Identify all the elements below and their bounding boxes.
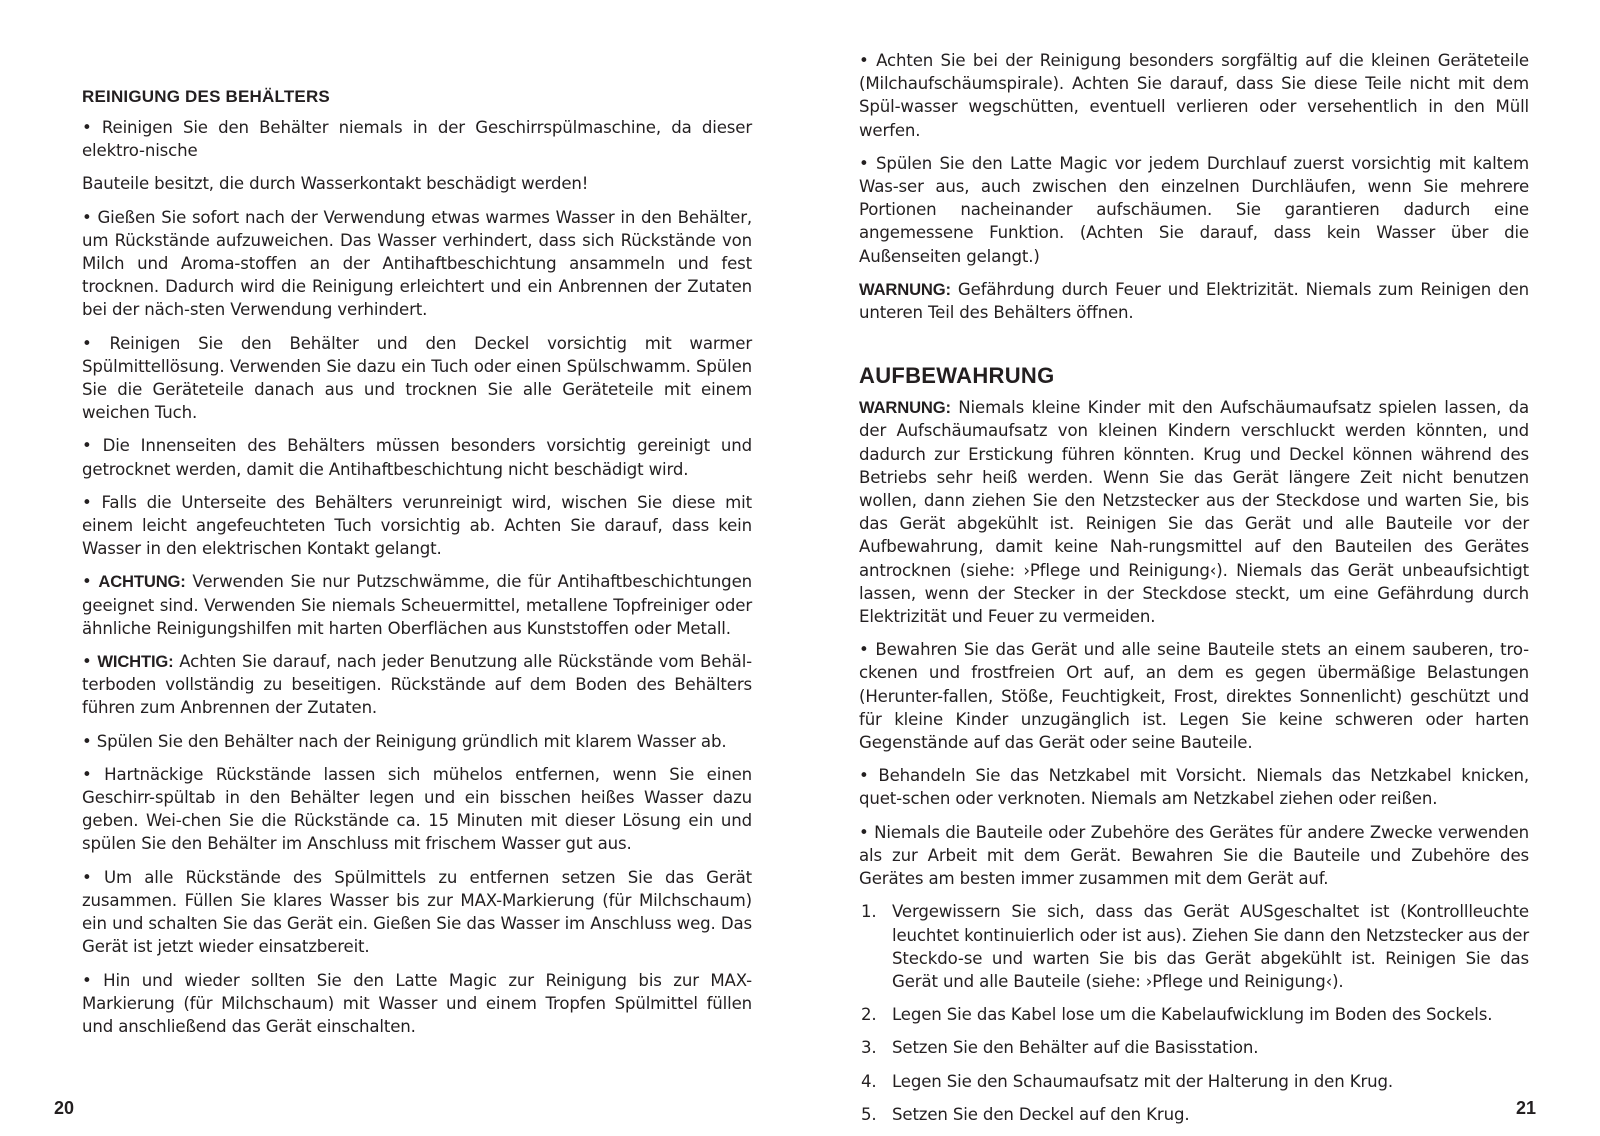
wichtig-label: WICHTIG: [97,652,174,672]
page-number-right: 21 [1515,1098,1536,1118]
paragraph: • Spülen Sie den Latte Magic vor jedem Durchlauf zuerst vorsichtig mit kaltem Was-ser aus, auch zwischen den einzelnen Durchläufen, wenn Sie mehrere Portionen nacheinander aufschäumen. Sie garantieren dadurch eine angemessene Funktion. (Achten Sie darauf, dass kein Wasser über die Außenseiten gelangt.) [859,153,1529,266]
paragraph-text: Niemals kleine Kinder mit den Aufschäumaufsatz spielen lassen, da der Aufschäumaufsatz von kleinen Kindern verschluckt werden könnten, und dadurch zur Erstickung führen könnten. Krug und Deckel können während des Betriebs sehr heiß werden. Wenn Sie das Gerät längere Zeit nicht benutzen wollen, dann ziehen Sie den Netzstecker aus der Steckdose und warten Sie, bis das Gerät abgekühlt ist. Reinigen Sie das Gerät und alle Bauteile vor der Aufbewahrung, damit keine Nah-rungsmittel auf den Bauteilen des Gerätes antrocknen (siehe: ›Pflege und Reinigung‹). Niemals das Gerät unbeaufsichtigt lassen, wenn der Stecker in der Steckdose steckt, um eine Gefährdung durch Elektrizität und Feuer zu vermeiden. [859,398,1529,627]
step-text: Setzen Sie den Behälter auf die Basisstation. [892,1038,1259,1058]
paragraph-text: Achten Sie darauf, nach jeder Benutzung alle Rückstände vom Behäl-terboden vollständig zu beseitigen. Rückstände auf dem Boden des Behälters führen zum Anbrennen der Zutaten. [82,652,752,718]
paragraph: • Reinigen Sie den Behälter und den Deckel vorsichtig mit warmer Spülmittellösung. Verwenden Sie dazu ein Tuch oder einen Spülschwamm. Spülen Sie die Geräteteile danach aus und trocknen Sie alle Geräteteile mit einem weichen Tuch. [82,333,752,423]
steps-list [859,900,1529,1126]
paragraph: • Falls die Unterseite des Behälters verunreinigt wird, wischen Sie diese mit einem leicht angefeuchteten Tuch vorsichtig ab. Achten Sie darauf, dass kein Wasser in den elektrischen Kontakt gelangt. [82,492,752,559]
paragraph: • Reinigen Sie den Behälter niemals in der Geschirrspülmaschine, da dieser elektro-nische [82,118,752,161]
paragraph: • Um alle Rückstände des Spülmittels zu entfernen setzen Sie das Gerät zusammen. Füllen Sie klares Wasser bis zur MAX-Markierung (für Milchschaum) ein und schalten Sie das Gerät ein. Gießen Sie das Wasser im Anschluss weg. Das Gerät ist jetzt wieder einsatzbereit. [82,867,752,957]
section-title-reinigung: REINIGUNG DES BEHÄLTERS [82,87,330,106]
paragraph-text: Verwenden Sie nur Putzschwämme, die für Antihaftbeschichtungen geeignet sind. Verwenden Sie niemals Scheuermittel, metallene Topfreiniger oder ähnliche Reinigungshilfen mit harten Oberflächen aus Kunststoffen oder Metall. [82,572,752,638]
right-column [859,49,1529,1136]
bullet: • [82,572,99,592]
right-page [800,0,1600,1136]
step-text: Setzen Sie den Deckel auf den Krug. [892,1104,1190,1124]
step-text: Vergewissern Sie sich, dass das Gerät AUSgeschaltet ist (Kontrollleuchte leuchtet kontinuierlich oder ist aus). Ziehen Sie dann den Netzstecker aus der Steckdo-se und warten Sie bis das Gerät abgekühlt ist. Reinigen Sie das Gerät und alle Bauteile (siehe: ›Pflege und Reinigung‹). [892,902,1529,991]
paragraph: • Niemals die Bauteile oder Zubehöre des Gerätes für andere Zwecke verwenden als zur Arbeit mit dem Gerät. Bewahren Sie die Bauteile und Zubehöre des Gerätes am besten immer zusammen mit dem Gerät auf. [859,822,1529,889]
left-column [82,86,752,1048]
step-text: Legen Sie den Schaumaufsatz mit der Halterung in den Krug. [892,1071,1394,1091]
paragraph: • Spülen Sie den Behälter nach der Reinigung gründlich mit klarem Wasser ab. [82,731,727,751]
paragraph: • Hartnäckige Rückstände lassen sich mühelos entfernen, wenn Sie einen Geschirr-spültab in den Behälter legen und ein bisschen heißes Wasser dazu geben. Wei-chen Sie die Rückstände ca. 15 Minuten mit dieser Lösung ein und spülen Sie den Behälter im Anschluss mit frischem Wasser gut aus. [82,764,752,854]
step-number: 4. [861,1071,877,1091]
paragraph-achtung [82,570,752,640]
step-number: 1. [861,902,877,922]
paragraph: • Gießen Sie sofort nach der Verwendung etwas warmes Wasser in den Behälter, um Rückstände aufzuweichen. Das Wasser verhindert, dass sich Rückstände von Milch und Aroma-stoffen an der Antihaftbeschichtung ansammeln und fest trocknen. Dadurch wird die Reinigung erleichtert und ein Anbrennen der Zutaten bei der näch-sten Verwendung verhindert. [82,207,752,320]
paragraph: • Achten Sie bei der Reinigung besonders sorgfältig auf die kleinen Geräteteile (Milchaufschäumspirale). Achten Sie darauf, dass Sie diese Teile nicht mit dem Spül-wasser wegschütten, eventuell verlieren oder versehentlich in den Müll werfen. [859,51,1529,140]
step-text: Legen Sie das Kabel lose um die Kabelaufwicklung im Boden des Sockels. [892,1005,1493,1025]
paragraph-wichtig [82,650,752,720]
paragraph: • Behandeln Sie das Netzkabel mit Vorsicht. Niemals das Netzkabel knicken, quet-schen oder verknoten. Niemals am Netzkabel ziehen oder reißen. [859,766,1529,809]
paragraph: • Bewahren Sie das Gerät und alle seine Bauteile stets an einem sauberen, tro-ckenen und frostfreien Ort auf, an dem es gegen übermäßige Belastungen (Herunter-fallen, Stöße, Feuchtigkeit, Frost, direktes Sonnenlicht) geschützt und für kleine Kinder unzugänglich ist. Legen Sie keine schweren oder harten Gegenstände auf das Gerät oder seine Bauteile. [859,640,1529,753]
paragraph: • Hin und wieder sollten Sie den Latte Magic zur Reinigung bis zur MAX-Markierung (für Milchschaum) mit Wasser und einem Tropfen Spülmittel füllen und anschließend das Gerät einschalten. [82,970,752,1036]
page-number-left: 20 [54,1098,75,1118]
list-item [859,900,1529,993]
step-number: 5. [861,1104,877,1124]
warnung-label: WARNUNG: [859,398,951,418]
step-number: 2. [861,1005,877,1025]
paragraph-warnung [859,396,1529,628]
achtung-label: ACHTUNG: [98,572,186,592]
section-heading-aufbewahrung: AUFBEWAHRUNG [859,363,1055,389]
list-item [859,1003,1529,1026]
paragraph-warnung [859,278,1529,324]
paragraph-text: Gefährdung durch Feuer und Elektrizität. Niemals zum Reinigen den unteren Teil des Behälters öffnen. [859,279,1529,323]
bullet: • [82,652,98,672]
warnung-label: WARNUNG: [859,279,951,299]
paragraph: • Die Innenseiten des Behälters müssen besonders vorsichtig gereinigt und getrocknet werden, damit die Antihaftbeschichtung nicht beschädigt wird. [82,436,752,479]
list-item [859,1103,1529,1126]
list-item [859,1070,1529,1093]
paragraph: Bauteile besitzt, die durch Wasserkontakt beschädigt werden! [82,174,589,194]
step-number: 3. [861,1038,877,1058]
list-item [859,1036,1529,1059]
